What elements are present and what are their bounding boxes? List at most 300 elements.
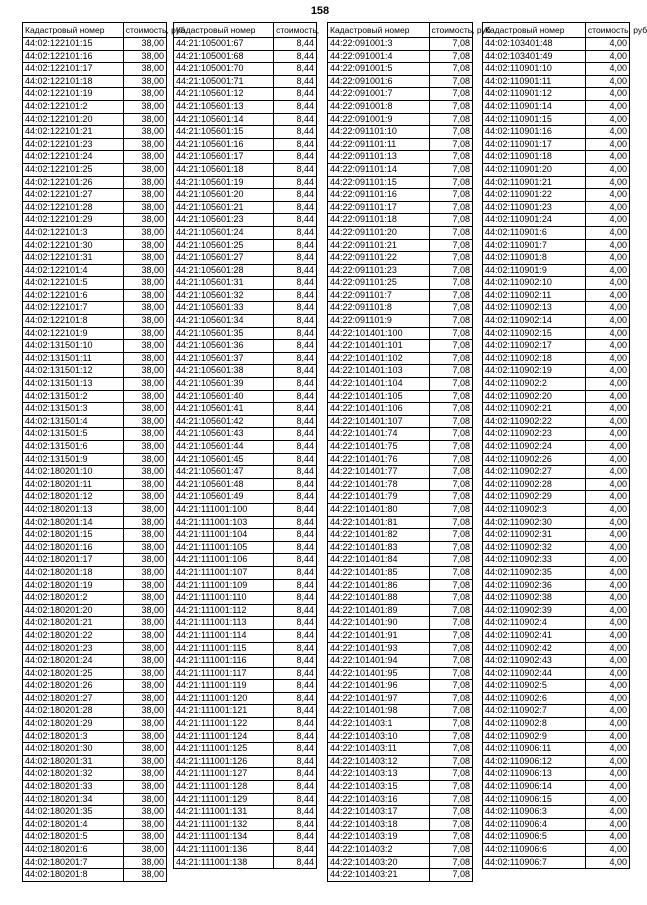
cost-cell: 38,00	[123, 768, 166, 781]
cadastral-number-cell: 44:02:180201:13	[23, 503, 124, 516]
table-row	[174, 743, 317, 756]
cost-cell: 4,00	[585, 529, 629, 542]
table-row	[483, 667, 630, 680]
cadastral-number-cell: 44:02:110902:30	[483, 516, 586, 529]
cost-cell: 8,44	[274, 340, 317, 353]
cost-cell: 7,08	[429, 252, 473, 265]
cadastral-number-cell: 44:22:101401:88	[328, 592, 430, 605]
table-row	[174, 176, 317, 189]
cadastral-number-cell: 44:02:110902:42	[483, 642, 586, 655]
table-row	[174, 755, 317, 768]
cadastral-number-cell: 44:02:110902:38	[483, 592, 586, 605]
cadastral-number-cell: 44:22:101401:106	[328, 403, 430, 416]
cost-cell: 4,00	[585, 201, 629, 214]
cadastral-number-cell: 44:02:131501:10	[23, 340, 124, 353]
cost-cell: 8,44	[274, 100, 317, 113]
cost-cell: 4,00	[585, 340, 629, 353]
table-row	[328, 869, 473, 882]
table-row	[483, 289, 630, 302]
cadastral-number-cell: 44:22:101403:17	[328, 806, 430, 819]
table-row	[483, 378, 630, 391]
cadastral-number-cell: 44:21:111001:119	[174, 680, 274, 693]
cost-cell: 4,00	[585, 705, 629, 718]
cost-cell: 7,08	[429, 755, 473, 768]
cadastral-number-cell: 44:22:101401:102	[328, 352, 430, 365]
cadastral-number-cell: 44:02:110906:11	[483, 743, 586, 756]
cost-cell: 4,00	[585, 163, 629, 176]
cadastral-number-cell: 44:22:101401:80	[328, 503, 430, 516]
cost-cell: 8,44	[274, 453, 317, 466]
cost-cell: 7,08	[429, 529, 473, 542]
cadastral-number-cell: 44:02:180201:18	[23, 566, 124, 579]
cadastral-number-cell: 44:02:110902:24	[483, 441, 586, 454]
cadastral-number-cell: 44:02:110902:28	[483, 478, 586, 491]
table-row	[328, 466, 473, 479]
cadastral-number-cell: 44:21:105601:24	[174, 226, 274, 239]
cadastral-number-cell: 44:22:091101:21	[328, 239, 430, 252]
cost-cell: 4,00	[585, 478, 629, 491]
cadastral-number-cell: 44:02:131501:5	[23, 428, 124, 441]
table-row	[328, 176, 473, 189]
page-number: 158	[310, 5, 330, 17]
cost-cell: 4,00	[585, 516, 629, 529]
cost-cell: 38,00	[123, 755, 166, 768]
cost-cell: 7,08	[429, 781, 473, 794]
table-row	[23, 566, 167, 579]
cost-cell: 38,00	[123, 264, 166, 277]
cost-cell: 4,00	[585, 189, 629, 202]
cost-cell: 8,44	[274, 604, 317, 617]
cadastral-number-cell: 44:02:122101:16	[23, 50, 124, 63]
table-row	[23, 403, 167, 416]
cadastral-number-cell: 44:22:091101:22	[328, 252, 430, 265]
table-row	[328, 138, 473, 151]
table-row	[174, 856, 317, 869]
table-row	[23, 239, 167, 252]
cost-cell: 38,00	[123, 806, 166, 819]
table-row	[23, 50, 167, 63]
table-row	[23, 352, 167, 365]
cost-cell: 7,08	[429, 378, 473, 391]
column-header-cadastral-number: Кадастровый номер	[483, 23, 586, 38]
cadastral-number-cell: 44:21:105601:15	[174, 126, 274, 139]
table-row	[328, 113, 473, 126]
cadastral-number-cell: 44:22:101401:74	[328, 428, 430, 441]
table-row	[174, 50, 317, 63]
table-row	[328, 793, 473, 806]
table-row	[483, 768, 630, 781]
cost-cell: 8,44	[274, 365, 317, 378]
cadastral-number-cell: 44:02:110901:9	[483, 264, 586, 277]
cost-cell: 7,08	[429, 100, 473, 113]
cadastral-number-cell: 44:21:111001:116	[174, 655, 274, 668]
cadastral-number-cell: 44:02:122101:24	[23, 151, 124, 164]
cost-cell: 7,08	[429, 289, 473, 302]
cadastral-number-cell: 44:02:110902:35	[483, 566, 586, 579]
cadastral-number-cell: 44:21:111001:120	[174, 692, 274, 705]
cost-cell: 8,44	[274, 529, 317, 542]
cadastral-number-cell: 44:02:110901:24	[483, 214, 586, 227]
table-row	[328, 478, 473, 491]
cadastral-table-3	[327, 22, 491, 882]
table-row	[328, 629, 473, 642]
cadastral-number-cell: 44:21:105601:20	[174, 189, 274, 202]
cost-cell: 7,08	[429, 441, 473, 454]
cadastral-number-cell: 44:02:122101:5	[23, 277, 124, 290]
table-row	[328, 239, 473, 252]
table-row	[174, 793, 317, 806]
table-row	[483, 403, 630, 416]
table-row	[174, 126, 317, 139]
cost-cell: 38,00	[123, 163, 166, 176]
cadastral-number-cell: 44:22:101401:94	[328, 655, 430, 668]
cost-cell: 4,00	[585, 806, 629, 819]
cost-cell: 8,44	[274, 441, 317, 454]
table-row	[174, 768, 317, 781]
cost-cell: 38,00	[123, 831, 166, 844]
cadastral-number-cell: 44:22:101401:91	[328, 629, 430, 642]
cadastral-number-cell: 44:02:131501:9	[23, 453, 124, 466]
cost-cell: 8,44	[274, 352, 317, 365]
cost-cell: 38,00	[123, 315, 166, 328]
cadastral-number-cell: 44:21:105601:35	[174, 327, 274, 340]
table-row	[174, 730, 317, 743]
cost-cell: 7,08	[429, 566, 473, 579]
cost-cell: 38,00	[123, 302, 166, 315]
cost-cell: 4,00	[585, 768, 629, 781]
table-row	[483, 340, 630, 353]
table-row	[483, 743, 630, 756]
cost-cell: 4,00	[585, 831, 629, 844]
cost-cell: 38,00	[123, 692, 166, 705]
cost-cell: 4,00	[585, 629, 629, 642]
cadastral-number-cell: 44:02:110902:15	[483, 327, 586, 340]
cost-cell: 8,44	[274, 151, 317, 164]
cost-cell: 7,08	[429, 340, 473, 353]
table-row	[23, 503, 167, 516]
table-row	[483, 100, 630, 113]
cadastral-number-cell: 44:22:101401:96	[328, 680, 430, 693]
cadastral-number-cell: 44:22:091101:20	[328, 226, 430, 239]
cost-cell: 7,08	[429, 176, 473, 189]
cost-cell: 38,00	[123, 793, 166, 806]
table-row	[174, 239, 317, 252]
table-row	[23, 768, 167, 781]
cost-cell: 4,00	[585, 692, 629, 705]
cost-cell: 4,00	[585, 75, 629, 88]
table-row	[328, 554, 473, 567]
table-row	[328, 100, 473, 113]
table-row	[23, 277, 167, 290]
cadastral-number-cell: 44:02:180201:15	[23, 529, 124, 542]
cadastral-number-cell: 44:22:091001:3	[328, 38, 430, 51]
cost-cell: 38,00	[123, 151, 166, 164]
cadastral-number-cell: 44:21:111001:113	[174, 617, 274, 630]
cadastral-number-cell: 44:02:131501:3	[23, 403, 124, 416]
column-header-cost: стоимость, руб	[123, 23, 166, 38]
cadastral-number-cell: 44:21:105601:36	[174, 340, 274, 353]
cadastral-number-cell: 44:22:101403:12	[328, 755, 430, 768]
cost-cell: 8,44	[274, 718, 317, 731]
cost-cell: 4,00	[585, 352, 629, 365]
cadastral-number-cell: 44:02:110902:20	[483, 390, 586, 403]
cost-cell: 38,00	[123, 466, 166, 479]
cost-cell: 4,00	[585, 214, 629, 227]
cadastral-number-cell: 44:02:110901:14	[483, 100, 586, 113]
cadastral-number-cell: 44:22:101403:19	[328, 831, 430, 844]
cost-cell: 8,44	[274, 856, 317, 869]
cadastral-number-cell: 44:02:180201:21	[23, 617, 124, 630]
cost-cell: 38,00	[123, 655, 166, 668]
cost-cell: 38,00	[123, 503, 166, 516]
cadastral-number-cell: 44:21:105601:27	[174, 252, 274, 265]
cost-cell: 7,08	[429, 466, 473, 479]
table-row	[174, 478, 317, 491]
cadastral-number-cell: 44:22:101401:98	[328, 705, 430, 718]
cadastral-number-cell: 44:02:110906:7	[483, 856, 586, 869]
cost-cell: 4,00	[585, 239, 629, 252]
cost-cell: 8,44	[274, 415, 317, 428]
table-row	[23, 201, 167, 214]
cadastral-number-cell: 44:21:111001:117	[174, 667, 274, 680]
cost-cell: 8,44	[274, 189, 317, 202]
cost-cell: 8,44	[274, 38, 317, 51]
cost-cell: 8,44	[274, 793, 317, 806]
cost-cell: 38,00	[123, 428, 166, 441]
cost-cell: 8,44	[274, 768, 317, 781]
cadastral-number-cell: 44:22:101403:2	[328, 844, 430, 857]
table-row	[328, 566, 473, 579]
cost-cell: 4,00	[585, 503, 629, 516]
table-row	[328, 743, 473, 756]
cost-cell: 8,44	[274, 403, 317, 416]
cost-cell: 4,00	[585, 491, 629, 504]
cost-cell: 7,08	[429, 126, 473, 139]
cost-cell: 38,00	[123, 516, 166, 529]
table-row	[328, 655, 473, 668]
table-row	[328, 63, 473, 76]
cadastral-number-cell: 44:02:110902:31	[483, 529, 586, 542]
cadastral-number-cell: 44:21:111001:112	[174, 604, 274, 617]
cost-cell: 8,44	[274, 252, 317, 265]
cadastral-number-cell: 44:02:110906:12	[483, 755, 586, 768]
cadastral-number-cell: 44:02:110901:15	[483, 113, 586, 126]
cost-cell: 7,08	[429, 743, 473, 756]
table-row	[174, 453, 317, 466]
table-row	[174, 642, 317, 655]
table-row	[174, 516, 317, 529]
cadastral-number-cell: 44:22:091001:5	[328, 63, 430, 76]
cadastral-number-cell: 44:21:111001:126	[174, 755, 274, 768]
cadastral-number-cell: 44:22:101403:1	[328, 718, 430, 731]
table-row	[328, 428, 473, 441]
table-row	[23, 441, 167, 454]
cadastral-number-cell: 44:21:105601:31	[174, 277, 274, 290]
cost-cell: 4,00	[585, 289, 629, 302]
cadastral-number-cell: 44:21:105601:34	[174, 315, 274, 328]
cost-cell: 8,44	[274, 655, 317, 668]
table-row	[174, 781, 317, 794]
cadastral-number-cell: 44:02:180201:6	[23, 844, 124, 857]
cadastral-number-cell: 44:02:122101:2	[23, 100, 124, 113]
cadastral-number-cell: 44:02:131501:12	[23, 365, 124, 378]
cost-cell: 4,00	[585, 38, 629, 51]
cadastral-number-cell: 44:02:122101:9	[23, 327, 124, 340]
cost-cell: 38,00	[123, 629, 166, 642]
table-row	[483, 478, 630, 491]
cost-cell: 38,00	[123, 730, 166, 743]
cadastral-number-cell: 44:02:110902:23	[483, 428, 586, 441]
cadastral-number-cell: 44:21:111001:115	[174, 642, 274, 655]
table-row	[174, 806, 317, 819]
table-row	[483, 793, 630, 806]
table-row	[174, 163, 317, 176]
cadastral-number-cell: 44:02:180201:17	[23, 554, 124, 567]
cadastral-number-cell: 44:22:091101:23	[328, 264, 430, 277]
cost-cell: 38,00	[123, 352, 166, 365]
cadastral-number-cell: 44:02:110901:20	[483, 163, 586, 176]
cost-cell: 4,00	[585, 617, 629, 630]
cost-cell: 38,00	[123, 75, 166, 88]
cost-cell: 7,08	[429, 541, 473, 554]
cadastral-number-cell: 44:21:111001:129	[174, 793, 274, 806]
table-row	[328, 781, 473, 794]
cadastral-number-cell: 44:02:110902:18	[483, 352, 586, 365]
cadastral-number-cell: 44:22:101401:103	[328, 365, 430, 378]
cadastral-number-cell: 44:02:110902:41	[483, 629, 586, 642]
cadastral-number-cell: 44:21:105001:70	[174, 63, 274, 76]
table-row	[328, 718, 473, 731]
cadastral-number-cell: 44:21:105601:47	[174, 466, 274, 479]
table-row	[23, 100, 167, 113]
table-row	[23, 214, 167, 227]
cadastral-number-cell: 44:02:110902:21	[483, 403, 586, 416]
cost-cell: 8,44	[274, 163, 317, 176]
cost-cell: 8,44	[274, 680, 317, 693]
cost-cell: 7,08	[429, 50, 473, 63]
cost-cell: 38,00	[123, 566, 166, 579]
cost-cell: 8,44	[274, 579, 317, 592]
cadastral-number-cell: 44:02:122101:30	[23, 239, 124, 252]
table-row	[328, 252, 473, 265]
cost-cell: 8,44	[274, 201, 317, 214]
table-row	[23, 176, 167, 189]
table-row	[328, 818, 473, 831]
cadastral-table-4	[482, 22, 647, 869]
cost-cell: 4,00	[585, 781, 629, 794]
table-row	[483, 88, 630, 101]
cadastral-number-cell: 44:02:122101:8	[23, 315, 124, 328]
cost-cell: 38,00	[123, 604, 166, 617]
cadastral-number-cell: 44:02:110901:22	[483, 189, 586, 202]
cadastral-number-cell: 44:21:105601:39	[174, 378, 274, 391]
cadastral-number-cell: 44:02:110901:8	[483, 252, 586, 265]
table-row	[483, 516, 630, 529]
table-row	[23, 617, 167, 630]
cadastral-number-cell: 44:22:101401:101	[328, 340, 430, 353]
table-row	[483, 428, 630, 441]
table-row	[174, 592, 317, 605]
cost-cell: 38,00	[123, 491, 166, 504]
cadastral-number-cell: 44:21:105601:45	[174, 453, 274, 466]
table-row	[174, 365, 317, 378]
table-row	[23, 655, 167, 668]
cadastral-number-cell: 44:02:110902:6	[483, 692, 586, 705]
table-row	[328, 680, 473, 693]
table-row	[328, 214, 473, 227]
table-row	[23, 604, 167, 617]
cadastral-number-cell: 44:02:122101:18	[23, 75, 124, 88]
cost-cell: 4,00	[585, 138, 629, 151]
cost-cell: 4,00	[585, 793, 629, 806]
cost-cell: 4,00	[585, 126, 629, 139]
cadastral-number-cell: 44:02:122101:3	[23, 226, 124, 239]
table-row	[483, 642, 630, 655]
table-row	[23, 831, 167, 844]
cadastral-number-cell: 44:22:101401:79	[328, 491, 430, 504]
cost-cell: 38,00	[123, 252, 166, 265]
cadastral-number-cell: 44:02:180201:34	[23, 793, 124, 806]
table-row	[23, 289, 167, 302]
cost-cell: 7,08	[429, 201, 473, 214]
table-row	[174, 705, 317, 718]
cadastral-number-cell: 44:22:101403:16	[328, 793, 430, 806]
cadastral-number-cell: 44:02:122101:17	[23, 63, 124, 76]
cadastral-number-cell: 44:02:110906:15	[483, 793, 586, 806]
table-row	[328, 844, 473, 857]
cadastral-number-cell: 44:02:110902:2	[483, 378, 586, 391]
cadastral-number-cell: 44:02:180201:7	[23, 856, 124, 869]
cadastral-number-cell: 44:21:111001:100	[174, 503, 274, 516]
cadastral-number-cell: 44:02:110902:9	[483, 730, 586, 743]
cadastral-number-cell: 44:21:111001:121	[174, 705, 274, 718]
table-row	[483, 491, 630, 504]
cost-cell: 38,00	[123, 214, 166, 227]
cadastral-number-cell: 44:21:111001:128	[174, 781, 274, 794]
table-row	[174, 403, 317, 416]
cost-cell: 38,00	[123, 856, 166, 869]
cadastral-number-cell: 44:21:111001:134	[174, 831, 274, 844]
table-row	[23, 226, 167, 239]
cost-cell: 38,00	[123, 718, 166, 731]
cadastral-number-cell: 44:22:101401:104	[328, 378, 430, 391]
cadastral-number-cell: 44:02:131501:2	[23, 390, 124, 403]
cadastral-number-cell: 44:22:091101:7	[328, 289, 430, 302]
table-row	[174, 629, 317, 642]
cost-cell: 38,00	[123, 63, 166, 76]
cadastral-number-cell: 44:02:110902:29	[483, 491, 586, 504]
cadastral-number-cell: 44:02:122101:29	[23, 214, 124, 227]
cadastral-number-cell: 44:02:180201:8	[23, 869, 124, 882]
table-row	[483, 151, 630, 164]
cost-cell: 8,44	[274, 743, 317, 756]
cost-cell: 7,08	[429, 88, 473, 101]
cost-cell: 38,00	[123, 441, 166, 454]
cadastral-number-cell: 44:22:101401:97	[328, 692, 430, 705]
cost-cell: 7,08	[429, 226, 473, 239]
cadastral-number-cell: 44:21:111001:124	[174, 730, 274, 743]
cadastral-number-cell: 44:22:101401:76	[328, 453, 430, 466]
cost-cell: 38,00	[123, 340, 166, 353]
cadastral-number-cell: 44:22:101401:93	[328, 642, 430, 655]
table-row	[174, 617, 317, 630]
cadastral-number-cell: 44:21:105601:28	[174, 264, 274, 277]
cost-cell: 4,00	[585, 642, 629, 655]
table-row	[328, 755, 473, 768]
cadastral-number-cell: 44:21:105601:16	[174, 138, 274, 151]
cadastral-number-cell: 44:02:110901:23	[483, 201, 586, 214]
cost-cell: 8,44	[274, 226, 317, 239]
